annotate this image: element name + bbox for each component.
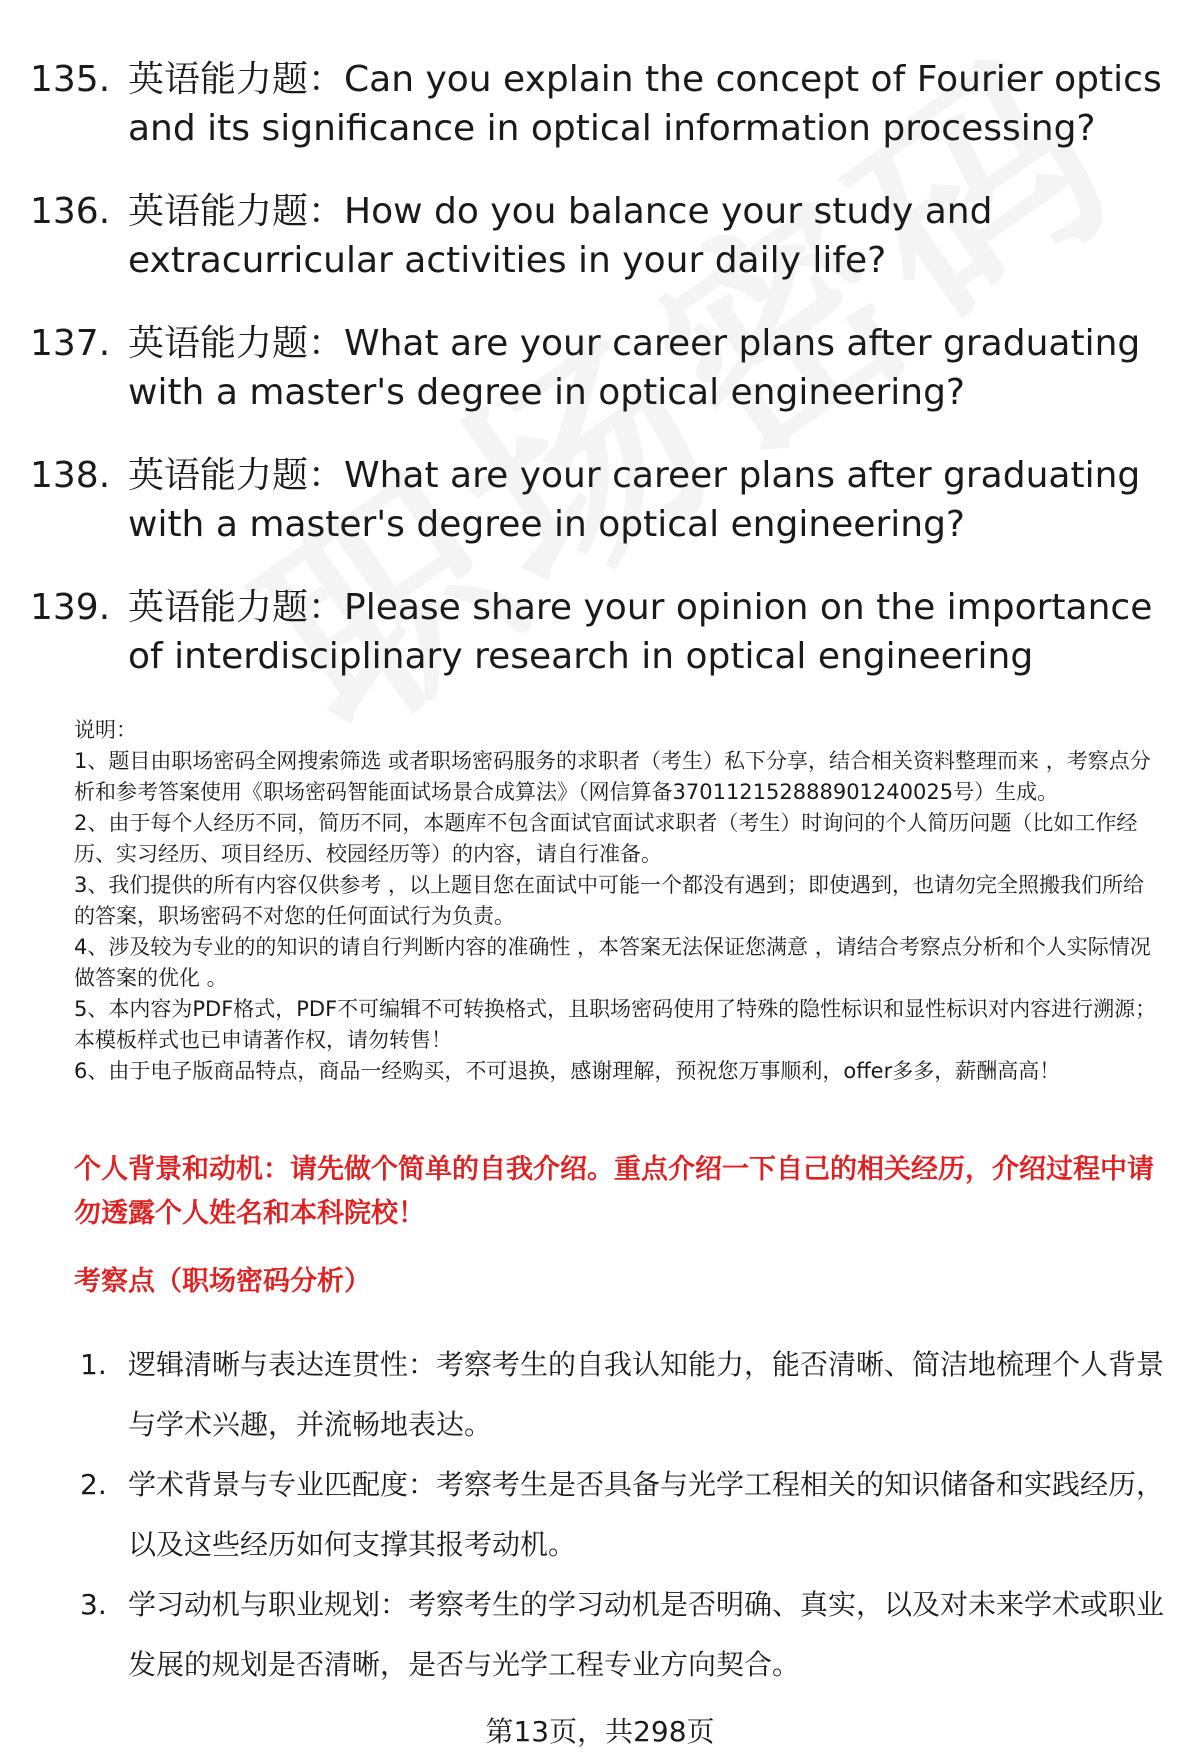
point-text: 逻辑清晰与表达连贯性：考察考生的自我认知能力，能否清晰、简洁地梳理个人背景与学术兴趣，并流畅地表达。	[128, 1348, 1165, 1441]
question-number: 136.	[30, 191, 111, 232]
point-text: 学术背景与专业匹配度：考察考生是否具备与光学工程相关的知识储备和实践经历，以及这些经历如何支撑其报考动机。	[128, 1468, 1165, 1561]
question-number: 139.	[30, 587, 111, 628]
section-question: 个人背景和动机：请先做个简单的自我介绍。重点介绍一下自己的相关经历，介绍过程中请勿透露个人姓名和本科院校！	[74, 1154, 1154, 1229]
point-item	[80, 1575, 1165, 1695]
notes-title: 说明：	[74, 718, 137, 742]
question-text: 英语能力题：Please share your opinion on the importance of interdisciplinary research in optical engineering	[128, 587, 1153, 677]
note-item: 1、题目由职场密码全网搜索筛选 或者职场密码服务的求职者（考生）私下分享，结合相关资料整理而来 ，考察点分析和参考答案使用《职场密码智能面试场景合成算法》（网信算备370112152888901240025号）生成。	[74, 749, 1151, 804]
page-footer: 第13页，共298页	[485, 1715, 715, 1748]
note-item: 6、由于电子版商品特点，商品一经购买，不可退换，感谢理解，预祝您万事顺利，offer多多，薪酬高高！	[74, 1059, 1061, 1083]
point-item	[80, 1335, 1165, 1455]
note-item: 5、本内容为PDF格式，PDF不可编辑不可转换格式，且职场密码使用了特殊的隐性标识和显性标识对内容进行溯源；本模板样式也已申请著作权，请勿转售！	[74, 997, 1157, 1052]
point-number: 2.	[80, 1468, 107, 1501]
question-text: 英语能力题：What are your career plans after graduating with a master's degree in optical engineering?	[128, 323, 1141, 413]
analysis-points	[80, 1335, 1165, 1695]
question-item	[30, 451, 1170, 549]
question-item	[30, 187, 1170, 285]
question-text: 英语能力题：Can you explain the concept of Fourier optics and its significance in optical information processing?	[128, 59, 1162, 149]
point-number: 3.	[80, 1588, 107, 1621]
note-item: 4、涉及较为专业的的知识的请自行判断内容的准确性 ，本答案无法保证您满意 ，请结合考察点分析和个人实际情况做答案的优化 。	[74, 935, 1151, 990]
question-item	[30, 55, 1170, 153]
point-text: 学习动机与职业规划：考察考生的学习动机是否明确、真实，以及对未来学术或职业发展的规划是否清晰，是否与光学工程专业方向契合。	[128, 1588, 1165, 1681]
question-text: 英语能力题：What are your career plans after graduating with a master's degree in optical engineering?	[128, 455, 1141, 545]
question-item	[30, 583, 1170, 681]
note-item: 2、由于每个人经历不同，简历不同，本题库不包含面试官面试求职者（考生）时询问的个人简历问题（比如工作经历、实习经历、项目经历、校园经历等）的内容，请自行准备。	[74, 811, 1138, 866]
point-item	[80, 1455, 1165, 1575]
note-item: 3、我们提供的所有内容仅供参考 ，以上题目您在面试中可能一个都没有遇到；即使遇到，也请勿完全照搬我们所给的答案，职场密码不对您的任何面试行为负责。	[74, 873, 1145, 928]
question-number: 135.	[30, 59, 111, 100]
question-number: 137.	[30, 323, 111, 364]
question-list	[30, 55, 1170, 715]
question-number: 138.	[30, 455, 111, 496]
notes-block	[74, 715, 1164, 1087]
question-text: 英语能力题：How do you balance your study and extracurricular activities in your daily life?	[128, 191, 993, 281]
point-number: 1.	[80, 1348, 107, 1381]
question-item	[30, 319, 1170, 417]
section-heading: 考察点（职场密码分析）	[74, 1266, 371, 1297]
